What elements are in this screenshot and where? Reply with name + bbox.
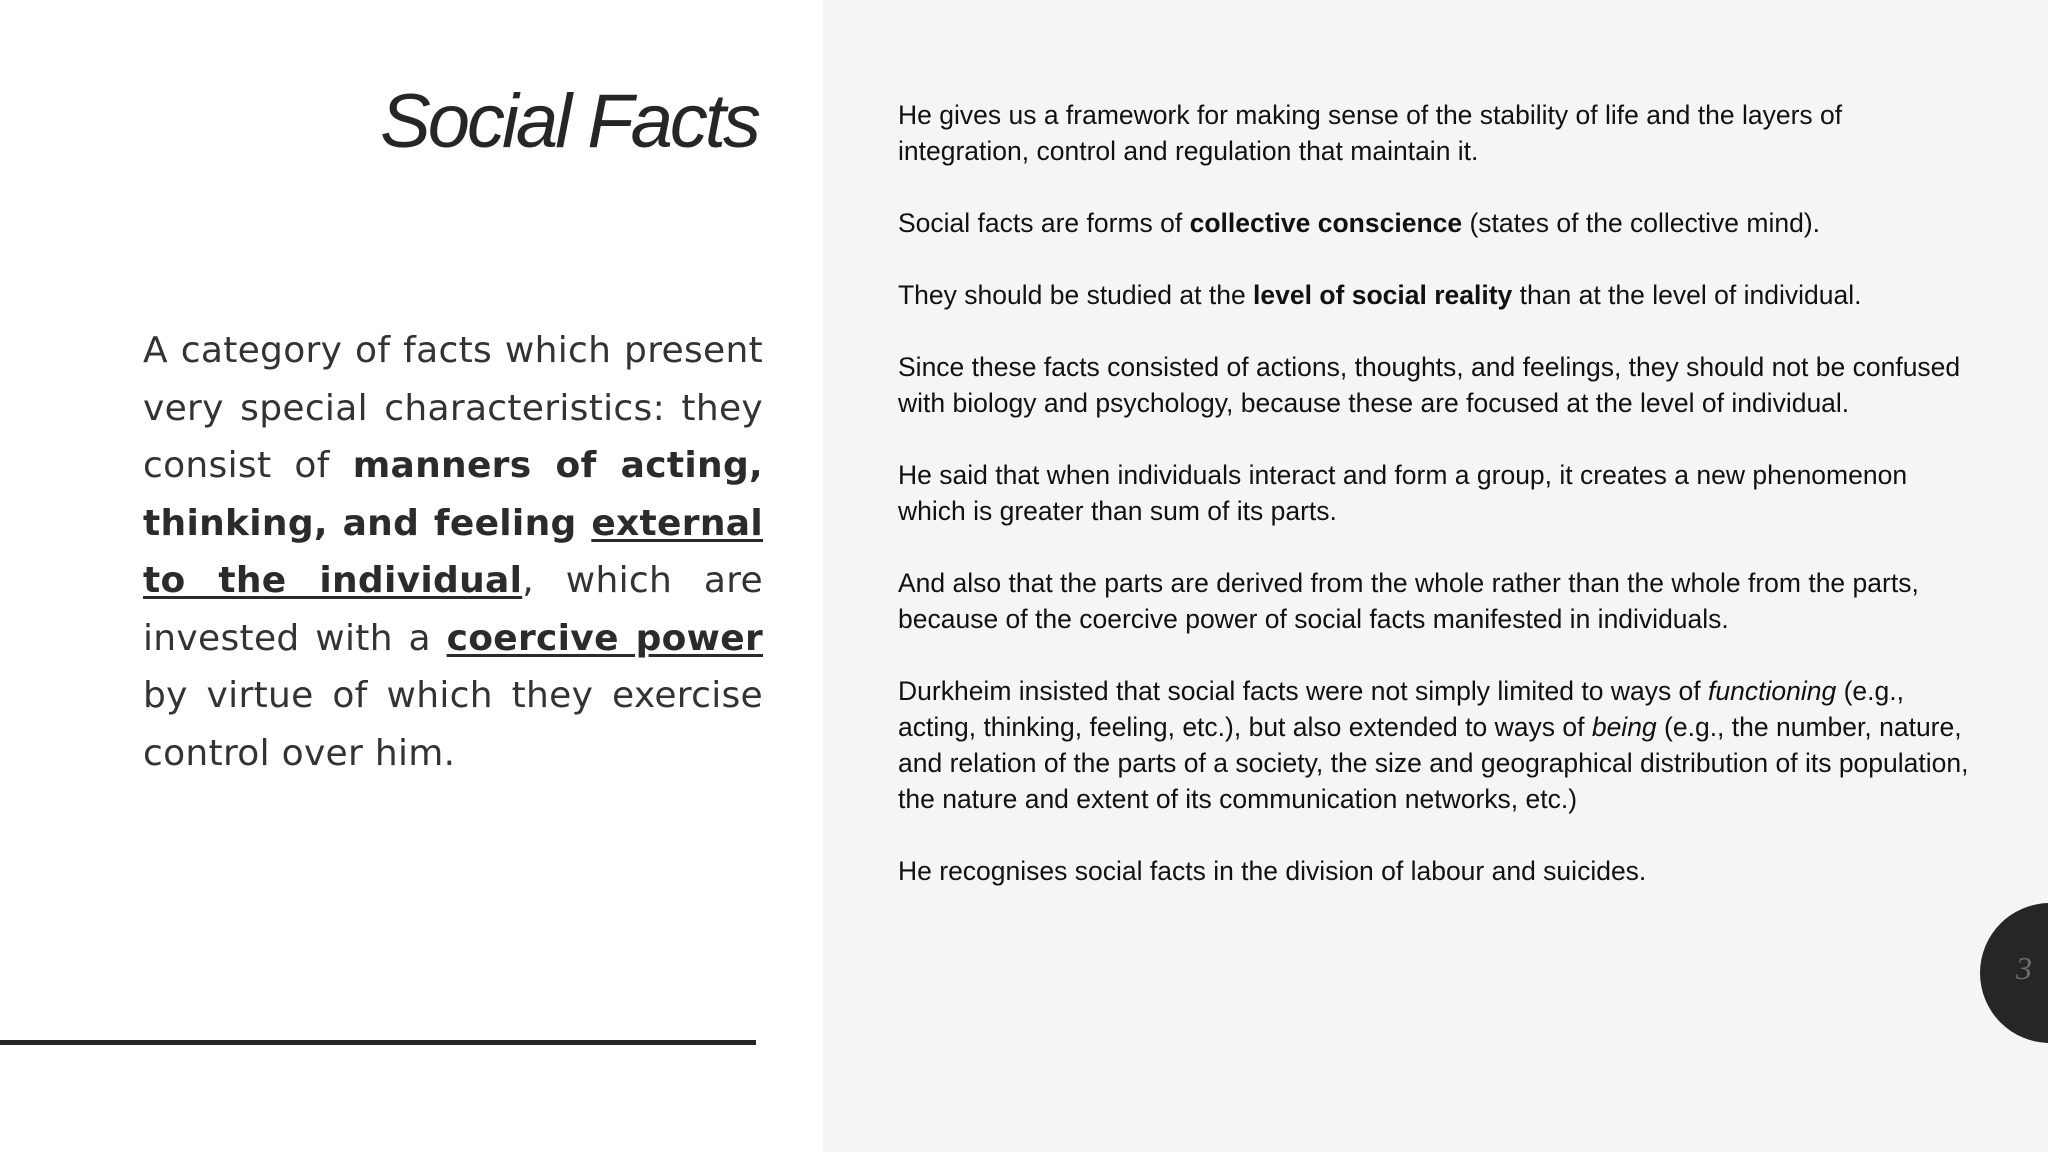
definition-underlined-coercive: coercive power: [446, 617, 763, 659]
definition-text: [143, 322, 763, 782]
definition-part-3: by virtue of which they exercise control over him.: [143, 675, 763, 774]
paragraph-7-italic-being: being: [1591, 712, 1657, 742]
paragraph-collective-conscience: [898, 205, 1978, 241]
definition-bold-manners: manners of acting, thinking, and feeling: [143, 445, 763, 544]
paragraph-framework: He gives us a framework for making sense of the stability of life and the layers of integration, control and regulation that maintain it.: [898, 100, 1843, 166]
paragraph-biology-psychology: Since these facts consisted of actions, thoughts, and feelings, they should not be confused with biology and psychology, because these are focused at the level of individual.: [898, 352, 1961, 418]
paragraph-whole-parts: And also that the parts are derived from the whole rather than the whole from the parts, because of the coercive power of social facts manifested in individuals.: [898, 568, 1919, 634]
paragraph-7-text-c: (e.g., acting, thinking, feeling, etc.), but also extended to ways of: [898, 676, 1904, 742]
paragraph-social-reality: [898, 277, 1978, 313]
paragraph-division-labour: He recognises social facts in the division of labour and suicides.: [898, 856, 1647, 886]
body-text: [898, 97, 1978, 925]
definition-part-2: , which are invested with a: [143, 560, 763, 659]
paragraph-7-text-e: (e.g., the number, nature, and relation of the parts of a society, the size and geographical distribution of its population, the nature and extent of its communication networks, etc.): [898, 712, 1969, 814]
paragraph-group-phenomenon: He said that when individuals interact and form a group, it creates a new phenomenon which is greater than sum of its parts.: [898, 460, 1908, 526]
definition-part-1: A category of facts which present very special characteristics: they consist of: [143, 330, 763, 486]
paragraph-3-text-a: They should be studied at the: [898, 280, 1254, 310]
paragraph-3-text-c: than at the level of individual.: [1512, 280, 1862, 310]
paragraph-2-text-a: Social facts are forms of: [898, 208, 1190, 238]
slide-title: Social Facts: [380, 79, 758, 164]
page-number: 3: [2016, 950, 2032, 986]
paragraph-durkheim: [898, 673, 1978, 817]
paragraph-7-text-a: Durkheim insisted that social facts were not simply limited to ways of: [898, 676, 1709, 706]
paragraph-3-bold: level of social reality: [1253, 280, 1513, 310]
paragraph-7-italic-functioning: functioning: [1708, 676, 1837, 706]
paragraph-2-bold: collective conscience: [1189, 208, 1463, 238]
definition-underlined-external: external to the individual: [143, 502, 763, 601]
paragraph-2-text-c: (states of the collective mind).: [1462, 208, 1821, 238]
divider-line: [0, 1040, 756, 1045]
